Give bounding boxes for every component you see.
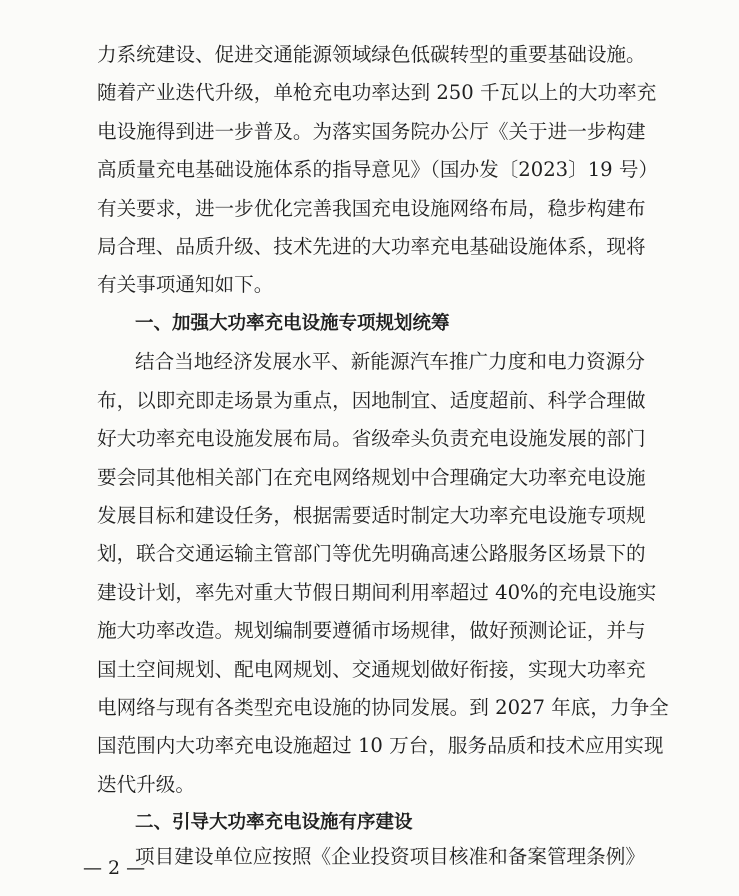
paragraph-line: 局合理、品质升级、技术先进的大功率充电基础设施体系，现将 (97, 235, 646, 258)
section-heading-2: 二、引导大功率充电设施有序建设 (135, 812, 413, 833)
paragraph-line: 建设计划，率先对重大节假日期间利用率超过 40%的充电设施实 (97, 581, 657, 604)
paragraph-line: 国土空间规划、配电网规划、交通规划做好衔接，实现大功率充 (97, 658, 646, 681)
paragraph-line: 好大功率充电设施发展布局。省级牵头负责充电设施发展的部门 (97, 427, 646, 450)
page-number: — 2 — (83, 857, 146, 879)
paragraph-line: 国范围内大功率充电设施超过 10 万台，服务品质和技术应用实现 (97, 734, 664, 757)
paragraph-line: 迭代升级。 (97, 773, 195, 796)
paragraph-line: 发展目标和建设任务，根据需要适时制定大功率充电设施专项规 (97, 504, 646, 527)
paragraph-line: 电网络与现有各类型充电设施的协同发展。到 2027 年底，力争全 (97, 696, 669, 719)
paragraph-line: 随着产业迭代升级，单枪充电功率达到 250 千瓦以上的大功率充 (97, 81, 657, 104)
paragraph-line: 力系统建设、促进交通能源领域绿色低碳转型的重要基础设施。 (97, 43, 646, 66)
paragraph-line: 结合当地经济发展水平、新能源汽车推广力度和电力资源分 (135, 350, 645, 373)
paragraph-line: 高质量充电基础设施体系的指导意见》（国办发〔2023〕19 号） (97, 158, 659, 181)
paragraph-line: 布，以即充即走场景为重点，因地制宜、适度超前、科学合理做 (97, 389, 646, 412)
paragraph-line: 项目建设单位应按照《企业投资项目核准和备案管理条例》 (135, 845, 645, 868)
paragraph-line: 划，联合交通运输主管部门等优先明确高速公路服务区场景下的 (97, 542, 646, 565)
paragraph-line: 要会同其他相关部门在充电网络规划中合理确定大功率充电设施 (97, 466, 646, 489)
paragraph-line: 施大功率改造。规划编制要遵循市场规律，做好预测论证，并与 (97, 619, 646, 642)
paragraph-line: 有关要求，进一步优化完善我国充电设施网络布局，稳步构建布 (97, 197, 646, 220)
section-heading-1: 一、加强大功率充电设施专项规划统筹 (135, 313, 450, 334)
paragraph-line: 有关事项通知如下。 (97, 273, 274, 296)
paragraph-line: 电设施得到进一步普及。为落实国务院办公厅《关于进一步构建 (97, 120, 646, 143)
